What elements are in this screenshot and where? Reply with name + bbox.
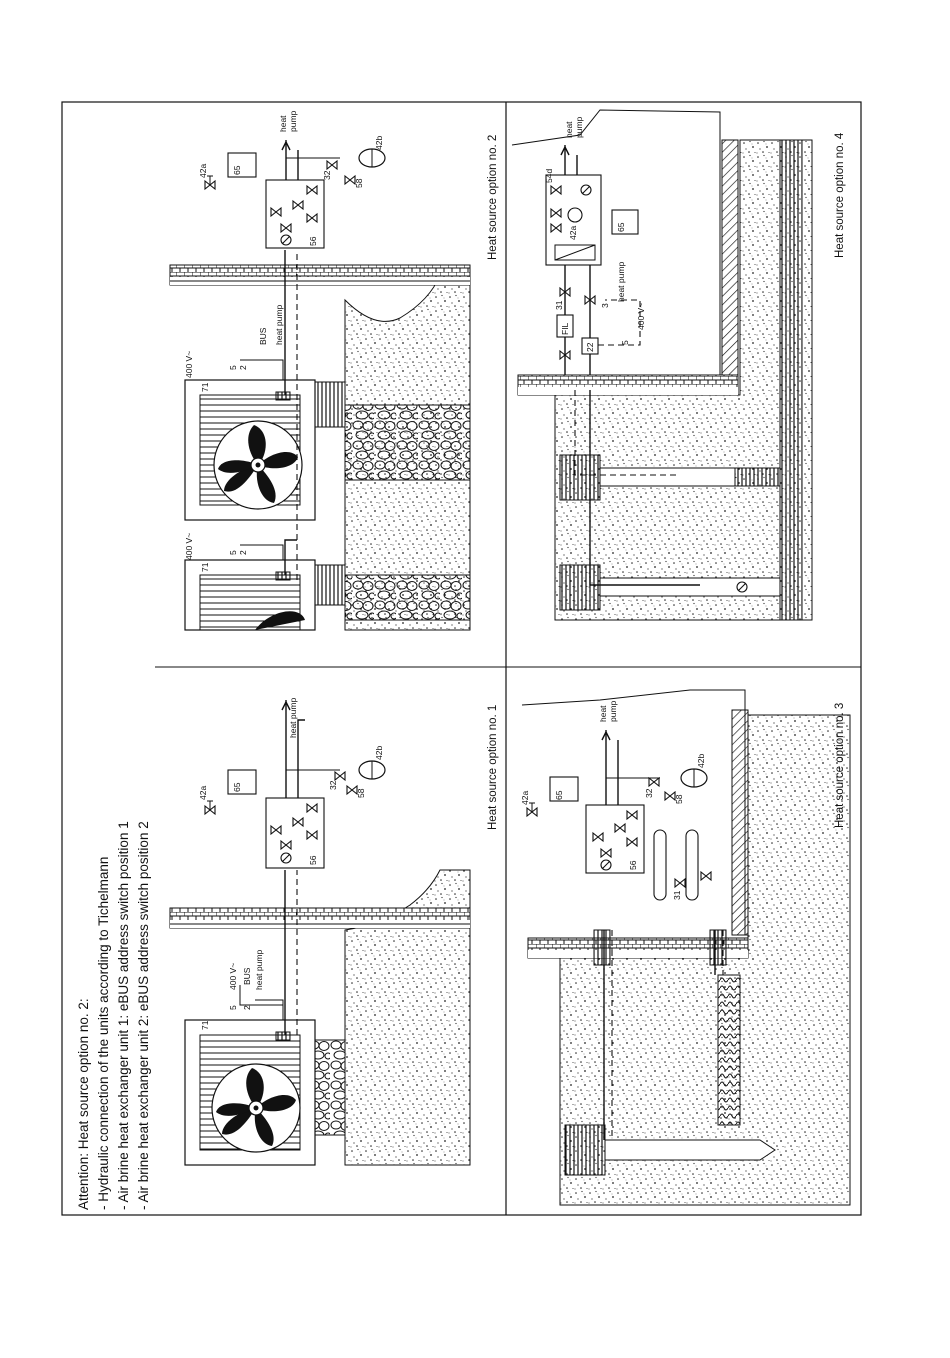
- option2-label-42a: 42a: [198, 163, 208, 178]
- option3-label-heat: heat: [598, 705, 608, 722]
- option4-well-pump-icon: [737, 582, 747, 592]
- option3-label-65: 65: [554, 790, 564, 800]
- option4-label-54d: 54d: [544, 168, 554, 183]
- option3-label-42b: 42b: [696, 753, 706, 768]
- option2-label-42b: 42b: [374, 135, 384, 150]
- option1-label-56: 56: [308, 855, 318, 865]
- option3-label-31: 31: [672, 890, 682, 900]
- option1-label-400v: 400 V~: [228, 962, 238, 990]
- option3-valve-31-icon: [675, 879, 685, 887]
- option1-safety-valve-icon: [205, 801, 215, 814]
- option2-label-32: 32: [322, 170, 332, 180]
- option1-label-58: 58: [356, 788, 366, 798]
- option1-label-5: 5: [228, 1005, 238, 1010]
- option4-label-22: 22: [585, 342, 595, 352]
- option2-expansion-vessel-icon: [359, 149, 385, 167]
- note-line-2: - Hydraulic connection of the units according to Tichelmann: [96, 856, 111, 1210]
- option2-valve-32-icon: [327, 161, 337, 169]
- option3-probe: [605, 1140, 775, 1160]
- option1-label-2: 2: [242, 1005, 252, 1010]
- option1-label-65: 65: [232, 782, 242, 792]
- option3-manifold-2: [686, 830, 698, 900]
- option2-label-heat: heat: [278, 115, 288, 132]
- option3-basement-wall: [732, 710, 748, 935]
- option2-caption: Heat source option no. 2: [487, 134, 499, 260]
- option1-caption: Heat source option no. 1: [487, 704, 499, 830]
- option1-terminal-block: [276, 1032, 290, 1040]
- option2-label-pump: pump: [288, 110, 298, 132]
- option2-label-2: 2: [238, 365, 248, 370]
- option2-label-71: 71: [200, 382, 210, 392]
- option4-building-outline: [512, 110, 720, 385]
- note-line-1: Attention: Heat source option no. 2:: [76, 998, 91, 1210]
- option3-label-42a: 42a: [520, 790, 530, 805]
- option2-label-heat-pump-cable: heat pump: [274, 304, 284, 345]
- option3-label-pump: pump: [608, 700, 618, 722]
- option4-basement-wall: [722, 140, 738, 390]
- option3-manifold-1: [654, 830, 666, 900]
- option2-label-5: 5: [228, 365, 238, 370]
- option1-label-heat-pump: heat pump: [288, 697, 298, 738]
- option4-label-65: 65: [616, 222, 626, 232]
- option4-label-5: 5: [620, 340, 630, 345]
- option4-supply-well: [560, 455, 600, 500]
- option2-label-2b: 2: [238, 550, 248, 555]
- option4-pump-icon: [581, 185, 591, 195]
- option1-label-71: 71: [200, 1020, 210, 1030]
- option2-label-400v: 400 V~: [184, 350, 194, 378]
- option3-label-58: 58: [674, 794, 684, 804]
- option1-label-42b: 42b: [374, 745, 384, 760]
- option1-stone-bed: [315, 1040, 345, 1135]
- heat-source-option-4: [512, 110, 846, 620]
- option1-fan-icon: [212, 1064, 300, 1152]
- option4-label-heat-pump: heat pump: [616, 261, 626, 302]
- option4-return-well: [560, 565, 600, 610]
- heat-source-option-2: [170, 110, 499, 630]
- option4-label-fil: FIL: [560, 322, 570, 335]
- option2-label-5b: 5: [228, 550, 238, 555]
- option3-valve-32-icon: [649, 778, 659, 786]
- option2-fan-icon: [214, 421, 302, 509]
- option4-label-pump: pump: [574, 116, 584, 138]
- option4-label-31: 31: [554, 300, 564, 310]
- option3-collector-coil: [718, 975, 740, 1125]
- option2-label-400v-b: 400 V~: [184, 532, 194, 560]
- option1-valve-32-icon: [335, 772, 345, 780]
- option2-label-71b: 71: [200, 562, 210, 572]
- option4-groundwater-layer: [780, 140, 802, 620]
- option3-probe-head: [565, 1125, 605, 1175]
- option3-valve-icon: [701, 872, 711, 880]
- option1-expansion-vessel-icon: [359, 761, 385, 779]
- option2-label-65: 65: [232, 165, 242, 175]
- option3-expansion-vessel-icon: [681, 769, 707, 787]
- option4-label-heat: heat: [564, 121, 574, 138]
- option4-label-3: 3: [600, 303, 610, 308]
- attention-note: [76, 821, 151, 1210]
- option2-stone-bed-2: [345, 575, 470, 620]
- note-line-3: - Air brine heat exchanger unit 1: eBUS address switch position 1: [116, 821, 131, 1210]
- heat-source-option-3: [520, 690, 850, 1205]
- note-line-4: - Air brine heat exchanger unit 2: eBUS address switch position 2: [136, 821, 151, 1210]
- option1-label-32: 32: [328, 780, 338, 790]
- option1-pump-icon: [281, 853, 291, 863]
- option3-caption: Heat source option no. 3: [834, 702, 846, 828]
- option3-label-32: 32: [644, 788, 654, 798]
- option4-label-400v: 400 V~: [636, 302, 646, 330]
- option1-label-42a: 42a: [198, 785, 208, 800]
- option2-label-58: 58: [354, 178, 364, 188]
- option4-caption: Heat source option no. 4: [834, 132, 846, 258]
- option3-pump-icon: [601, 860, 611, 870]
- option4-label-42a: 42a: [568, 225, 578, 240]
- option3-label-56: 56: [628, 860, 638, 870]
- option1-label-heat-pump-cable: heat pump: [254, 949, 264, 990]
- heat-source-option-1: [170, 698, 499, 1165]
- option2-stone-bed: [345, 405, 470, 480]
- option2-pump-icon: [281, 235, 291, 245]
- option1-label-bus: BUS: [242, 967, 252, 985]
- option2-label-bus: BUS: [258, 327, 268, 345]
- option2-label-56: 56: [308, 236, 318, 246]
